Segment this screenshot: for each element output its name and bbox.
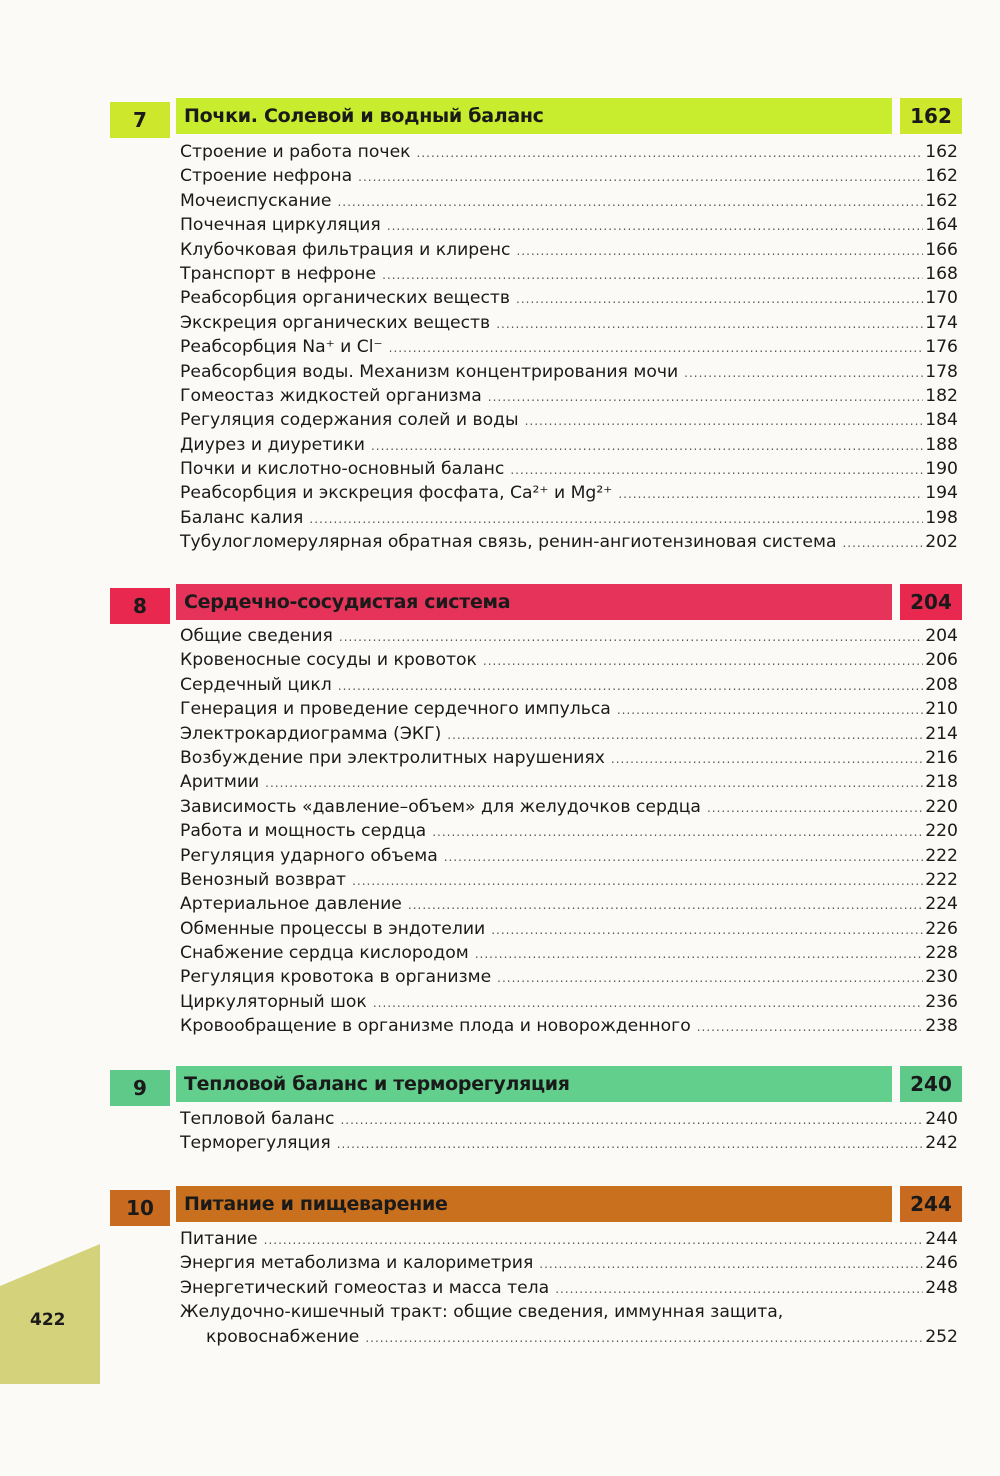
toc-entry[interactable] bbox=[180, 384, 958, 408]
leader-dots bbox=[842, 531, 923, 555]
entry-page: 190 bbox=[925, 459, 958, 480]
entry-label: Зависимость «давление–объем» для желудочков сердца bbox=[180, 796, 701, 817]
leader-dots bbox=[337, 190, 923, 214]
entry-label: Мочеиспускание bbox=[180, 190, 332, 211]
entry-page: 218 bbox=[925, 772, 958, 793]
entry-page: 188 bbox=[925, 434, 958, 455]
toc-entry[interactable] bbox=[180, 1276, 958, 1300]
toc-entry[interactable] bbox=[180, 1227, 958, 1251]
entry-label: Кровеносные сосуды и кровоток bbox=[180, 650, 477, 671]
toc-entry[interactable] bbox=[180, 892, 958, 916]
toc-entry[interactable] bbox=[180, 408, 958, 432]
entry-label: Строение нефрона bbox=[180, 166, 353, 187]
entry-page: 162 bbox=[925, 166, 958, 187]
entry-label: Регуляция кровотока в организме bbox=[180, 967, 492, 988]
leader-dots bbox=[611, 747, 923, 771]
entry-page: 238 bbox=[925, 1016, 958, 1037]
entry-page: 194 bbox=[925, 483, 958, 504]
toc-entry[interactable] bbox=[180, 530, 958, 554]
toc-entry[interactable] bbox=[180, 965, 958, 989]
entry-label: Регуляция ударного объема bbox=[180, 845, 438, 866]
toc-entries bbox=[180, 1227, 958, 1349]
entry-page: 170 bbox=[925, 288, 958, 309]
chapter-title-bar bbox=[176, 1066, 892, 1102]
entry-page: 202 bbox=[925, 532, 958, 553]
entry-label: Почки и кислотно-основный баланс bbox=[180, 459, 505, 480]
entry-page: 182 bbox=[925, 385, 958, 406]
toc-entry[interactable] bbox=[180, 360, 958, 384]
toc-entry[interactable] bbox=[180, 697, 958, 721]
toc-entry[interactable] bbox=[180, 624, 958, 648]
toc-entry[interactable] bbox=[180, 140, 958, 164]
leader-dots bbox=[539, 1252, 923, 1276]
toc-entry[interactable] bbox=[180, 262, 958, 286]
entry-page: 166 bbox=[925, 239, 958, 260]
toc-entry[interactable] bbox=[180, 648, 958, 672]
toc-entry[interactable] bbox=[180, 770, 958, 794]
toc-entry[interactable] bbox=[180, 189, 958, 213]
toc-entry[interactable] bbox=[180, 1107, 958, 1131]
entry-label: Общие сведения bbox=[180, 626, 333, 646]
entry-page: 220 bbox=[925, 796, 958, 817]
entry-page: 242 bbox=[925, 1133, 958, 1154]
entry-page: 174 bbox=[925, 312, 958, 333]
leader-dots bbox=[309, 507, 923, 531]
chapter-number-tab: 7 bbox=[110, 102, 170, 138]
entry-label: Энергия метаболизма и калориметрия bbox=[180, 1253, 534, 1274]
leader-dots bbox=[264, 1228, 924, 1252]
entry-page: 224 bbox=[925, 894, 958, 915]
entry-page: 162 bbox=[925, 142, 958, 162]
chapter-header bbox=[0, 1186, 1000, 1230]
leader-dots bbox=[618, 482, 923, 506]
toc-entry[interactable] bbox=[180, 990, 958, 1014]
chapter-number-tab: 8 bbox=[110, 588, 170, 624]
entry-page: 236 bbox=[925, 991, 958, 1012]
leader-dots bbox=[408, 893, 923, 917]
toc-entry[interactable] bbox=[180, 433, 958, 457]
entry-label: Реабсорбция воды. Механизм концентрирования мочи bbox=[180, 361, 679, 382]
leader-dots bbox=[488, 385, 923, 409]
chapter-title: Питание и пищеварение bbox=[184, 1193, 448, 1215]
toc-entry[interactable] bbox=[180, 722, 958, 746]
leader-dots bbox=[475, 942, 924, 966]
entry-label: Тепловой баланс bbox=[180, 1109, 335, 1129]
chapter-header bbox=[0, 584, 1000, 628]
leader-dots bbox=[417, 141, 924, 165]
entry-label: Электрокардиограмма (ЭКГ) bbox=[180, 723, 442, 744]
toc-entry[interactable] bbox=[180, 213, 958, 237]
chapter-10 bbox=[0, 1186, 1000, 1349]
entry-label: Реабсорбция органических веществ bbox=[180, 288, 511, 309]
toc-entry[interactable] bbox=[180, 311, 958, 335]
leader-dots bbox=[352, 869, 923, 893]
leader-dots bbox=[447, 723, 923, 747]
toc-entry[interactable] bbox=[180, 819, 958, 843]
toc-entry[interactable] bbox=[180, 1251, 958, 1275]
entry-label: Возбуждение при электролитных нарушениях bbox=[180, 747, 605, 768]
entry-page: 246 bbox=[925, 1253, 958, 1274]
entry-label: Клубочковая фильтрация и клиренс bbox=[180, 239, 511, 260]
entry-page: 240 bbox=[925, 1109, 958, 1129]
leader-dots bbox=[339, 625, 923, 649]
entry-label: Терморегуляция bbox=[180, 1133, 331, 1154]
leader-dots bbox=[684, 361, 923, 385]
chapter-page-tab: 244 bbox=[900, 1186, 962, 1222]
entry-label: Циркуляторный шок bbox=[180, 991, 367, 1012]
entry-page: 168 bbox=[925, 263, 958, 284]
entry-page: 222 bbox=[925, 845, 958, 866]
entry-label: Тубулогломерулярная обратная связь, ренин-ангиотензиновая система bbox=[180, 532, 837, 553]
leader-dots bbox=[491, 918, 923, 942]
leader-dots bbox=[365, 1326, 923, 1350]
page-number: 422 bbox=[30, 1310, 66, 1330]
chapter-page-tab: 162 bbox=[900, 98, 962, 134]
entry-page: 184 bbox=[925, 410, 958, 431]
entry-label: Регуляция содержания солей и воды bbox=[180, 410, 519, 431]
chapter-page-tab: 204 bbox=[900, 584, 962, 620]
entry-label: Венозный возврат bbox=[180, 869, 347, 890]
chapter-title-bar bbox=[176, 98, 892, 134]
chapter-title: Тепловой баланс и терморегуляция bbox=[184, 1073, 570, 1095]
toc-entry[interactable] bbox=[180, 1300, 958, 1324]
leader-dots bbox=[496, 312, 923, 336]
toc-entry[interactable] bbox=[180, 286, 958, 310]
toc-entry[interactable] bbox=[180, 673, 958, 697]
chapter-title: Сердечно-сосудистая система bbox=[184, 591, 511, 613]
entry-page: 222 bbox=[925, 869, 958, 890]
toc-entry[interactable] bbox=[180, 506, 958, 530]
entry-page: 228 bbox=[925, 943, 958, 964]
toc-entry[interactable] bbox=[180, 335, 958, 359]
entry-label: Энергетический гомеостаз и масса тела bbox=[180, 1277, 550, 1298]
leader-dots bbox=[444, 845, 923, 869]
leader-dots bbox=[707, 796, 923, 820]
entry-label: Питание bbox=[180, 1229, 258, 1249]
leader-dots bbox=[483, 649, 923, 673]
leader-dots bbox=[373, 991, 923, 1015]
toc-entries bbox=[180, 140, 958, 555]
toc-entry[interactable] bbox=[180, 795, 958, 819]
entry-page: 214 bbox=[925, 723, 958, 744]
toc-entry[interactable] bbox=[180, 868, 958, 892]
leader-dots bbox=[510, 458, 923, 482]
chapter-title-bar bbox=[176, 1186, 892, 1222]
leader-dots bbox=[338, 674, 923, 698]
entry-label: кровоснабжение bbox=[206, 1326, 360, 1347]
leader-dots bbox=[516, 239, 923, 263]
toc-entry-continuation[interactable] bbox=[180, 1325, 958, 1349]
toc-entry[interactable] bbox=[180, 164, 958, 188]
chapter-8 bbox=[0, 584, 1000, 1039]
entry-label: Аритмии bbox=[180, 772, 260, 793]
leader-dots bbox=[617, 698, 923, 722]
leader-dots bbox=[555, 1277, 923, 1301]
entry-page: 162 bbox=[925, 190, 958, 211]
entry-label: Экскреция органических веществ bbox=[180, 312, 491, 333]
entry-label: Гомеостаз жидкостей организма bbox=[180, 385, 482, 406]
toc-entry[interactable] bbox=[180, 917, 958, 941]
leader-dots bbox=[432, 820, 923, 844]
entry-page: 176 bbox=[925, 337, 958, 358]
entry-page: 230 bbox=[925, 967, 958, 988]
toc-entry[interactable] bbox=[180, 1131, 958, 1155]
leader-dots bbox=[497, 966, 923, 990]
entry-label: Артериальное давление bbox=[180, 894, 402, 915]
entry-label: Почечная циркуляция bbox=[180, 215, 381, 236]
entry-label: Снабжение сердца кислородом bbox=[180, 943, 469, 964]
entry-label: Реабсорбция и экскреция фосфата, Ca²⁺ и Mg²⁺ bbox=[180, 483, 613, 504]
entry-label: Строение и работа почек bbox=[180, 142, 411, 162]
entry-page: 244 bbox=[925, 1229, 958, 1249]
chapter-title: Почки. Солевой и водный баланс bbox=[184, 105, 544, 127]
entry-page: 204 bbox=[925, 626, 958, 646]
entry-page: 220 bbox=[925, 821, 958, 842]
toc-entry[interactable] bbox=[180, 844, 958, 868]
entry-label: Сердечный цикл bbox=[180, 674, 332, 695]
chapter-header bbox=[0, 98, 1000, 142]
toc-entries bbox=[180, 624, 958, 1039]
toc-entry[interactable] bbox=[180, 1014, 958, 1038]
toc-entry[interactable] bbox=[180, 238, 958, 262]
entry-page: 208 bbox=[925, 674, 958, 695]
toc-entry[interactable] bbox=[180, 481, 958, 505]
leader-dots bbox=[525, 409, 924, 433]
entry-page: 226 bbox=[925, 918, 958, 939]
entry-page: 210 bbox=[925, 699, 958, 720]
entry-label: Транспорт в нефроне bbox=[180, 263, 377, 284]
entry-label: Желудочно-кишечный тракт: общие сведения, иммунная защита, bbox=[180, 1302, 784, 1323]
chapter-7 bbox=[0, 98, 1000, 555]
leader-dots bbox=[265, 771, 923, 795]
entry-label: Баланс калия bbox=[180, 507, 304, 528]
toc-entries bbox=[180, 1107, 958, 1156]
entry-page: 248 bbox=[925, 1277, 958, 1298]
leader-dots bbox=[358, 165, 923, 189]
leader-dots bbox=[389, 336, 924, 360]
leader-dots bbox=[340, 1108, 923, 1132]
entry-page: 164 bbox=[925, 215, 958, 236]
chapter-9 bbox=[0, 1066, 1000, 1156]
toc-entry[interactable] bbox=[180, 457, 958, 481]
entry-label: Генерация и проведение сердечного импульса bbox=[180, 699, 611, 720]
entry-label: Работа и мощность сердца bbox=[180, 821, 427, 842]
chapter-number-tab: 10 bbox=[110, 1190, 170, 1226]
leader-dots bbox=[371, 434, 923, 458]
leader-dots bbox=[516, 287, 923, 311]
entry-page: 252 bbox=[925, 1326, 958, 1347]
chapter-title-bar bbox=[176, 584, 892, 620]
chapter-header bbox=[0, 1066, 1000, 1110]
entry-label: Реабсорбция Na⁺ и Cl⁻ bbox=[180, 337, 383, 358]
toc-entry[interactable] bbox=[180, 746, 958, 770]
entry-label: Обменные процессы в эндотелии bbox=[180, 918, 486, 939]
entry-label: Диурез и диуретики bbox=[180, 434, 365, 455]
entry-page: 178 bbox=[925, 361, 958, 382]
leader-dots bbox=[387, 214, 923, 238]
chapter-number-tab: 9 bbox=[110, 1070, 170, 1106]
leader-dots bbox=[382, 263, 923, 287]
entry-label: Кровообращение в организме плода и новорожденного bbox=[180, 1016, 691, 1037]
leader-dots bbox=[337, 1132, 924, 1156]
leader-dots bbox=[697, 1015, 923, 1039]
chapter-page-tab: 240 bbox=[900, 1066, 962, 1102]
entry-page: 198 bbox=[925, 507, 958, 528]
entry-page: 206 bbox=[925, 650, 958, 671]
toc-entry[interactable] bbox=[180, 941, 958, 965]
entry-page: 216 bbox=[925, 747, 958, 768]
